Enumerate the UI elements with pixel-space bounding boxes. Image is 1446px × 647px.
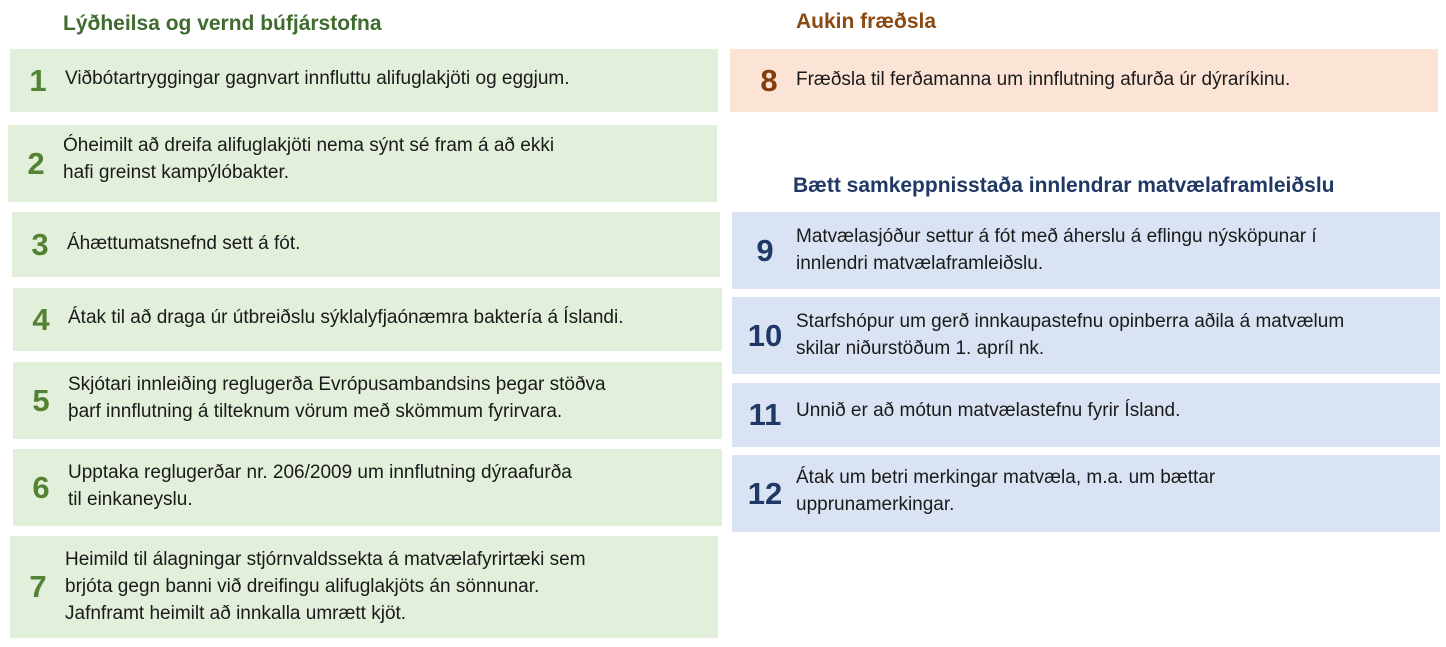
item-number: 1: [29, 62, 47, 98]
item-number: 11: [748, 397, 782, 432]
item-box-2: [8, 125, 717, 202]
item-number: 7: [29, 569, 47, 604]
item-box-10: [732, 297, 1440, 374]
item-box-11: [732, 383, 1440, 447]
item-text: Viðbótartryggingar gagnvart innfluttu alifuglakjöti og eggjum.: [65, 68, 570, 89]
item-number: 10: [747, 317, 783, 353]
item-number: 4: [32, 301, 50, 337]
section-title-education: Aukin fræðsla: [796, 10, 937, 33]
item-number: 8: [760, 62, 778, 98]
item-number: 9: [756, 232, 774, 268]
item-box-12: [732, 455, 1440, 532]
item-text: Skjótari innleiðing reglugerða Evrópusambandsins þegar stöðva þarf innflutning á tilteknum vörum með skömmum fyrirvara.: [68, 374, 606, 422]
item-number: 3: [31, 226, 49, 262]
item-box-3: [12, 212, 720, 277]
item-text: Upptaka reglugerðar nr. 206/2009 um innflutning dýraafurða til einkaneyslu.: [68, 462, 572, 510]
item-number: 2: [27, 145, 45, 181]
item-text: Fræðsla til ferðamanna um innflutning afurða úr dýraríkinu.: [796, 69, 1291, 90]
item-text: Átak um betri merkingar matvæla, m.a. um bættar upprunamerkingar.: [796, 467, 1216, 515]
item-number: 12: [747, 475, 783, 511]
item-text: Matvælasjóður settur á fót með áherslu á eflingu nýsköpunar í innlendri matvælaframleiðslu.: [796, 226, 1317, 274]
item-number: 5: [32, 382, 50, 418]
item-box-5: [13, 362, 722, 439]
item-text: Unnið er að mótun matvælastefnu fyrir Ísland.: [796, 400, 1181, 421]
item-box-1: [10, 49, 718, 112]
item-box-4: [13, 288, 722, 351]
item-text: Starfshópur um gerð innkaupastefnu opinberra aðila á matvælum skilar niðurstöðum 1. apríl nk.: [796, 311, 1345, 359]
item-box-9: [732, 212, 1440, 289]
item-number: 6: [32, 469, 50, 505]
item-text: Óheimilt að dreifa alifuglakjöti nema sýnt sé fram á að ekki hafi greinst kampýlóbakter.: [63, 135, 555, 183]
item-box-8: [730, 49, 1438, 112]
section-title-competitiveness: Bætt samkeppnisstaða innlendrar matvælaframleiðslu: [793, 174, 1335, 197]
item-box-6: [13, 449, 722, 526]
item-text: Heimild til álagningar stjórnvaldssekta á matvælafyrirtæki sem brjóta gegn banni við dreifingu alifuglakjöts án sönnunar. Jafnframt heimilt að innkalla umrætt kjöt.: [65, 549, 586, 624]
section-title-public-health: Lýðheilsa og vernd búfjárstofna: [63, 12, 382, 35]
item-box-7: [10, 536, 718, 638]
item-text: Átak til að draga úr útbreiðslu sýklalyfjaónæmra baktería á Íslandi.: [68, 307, 624, 328]
item-text: Áhættumatsnefnd sett á fót.: [67, 233, 301, 254]
